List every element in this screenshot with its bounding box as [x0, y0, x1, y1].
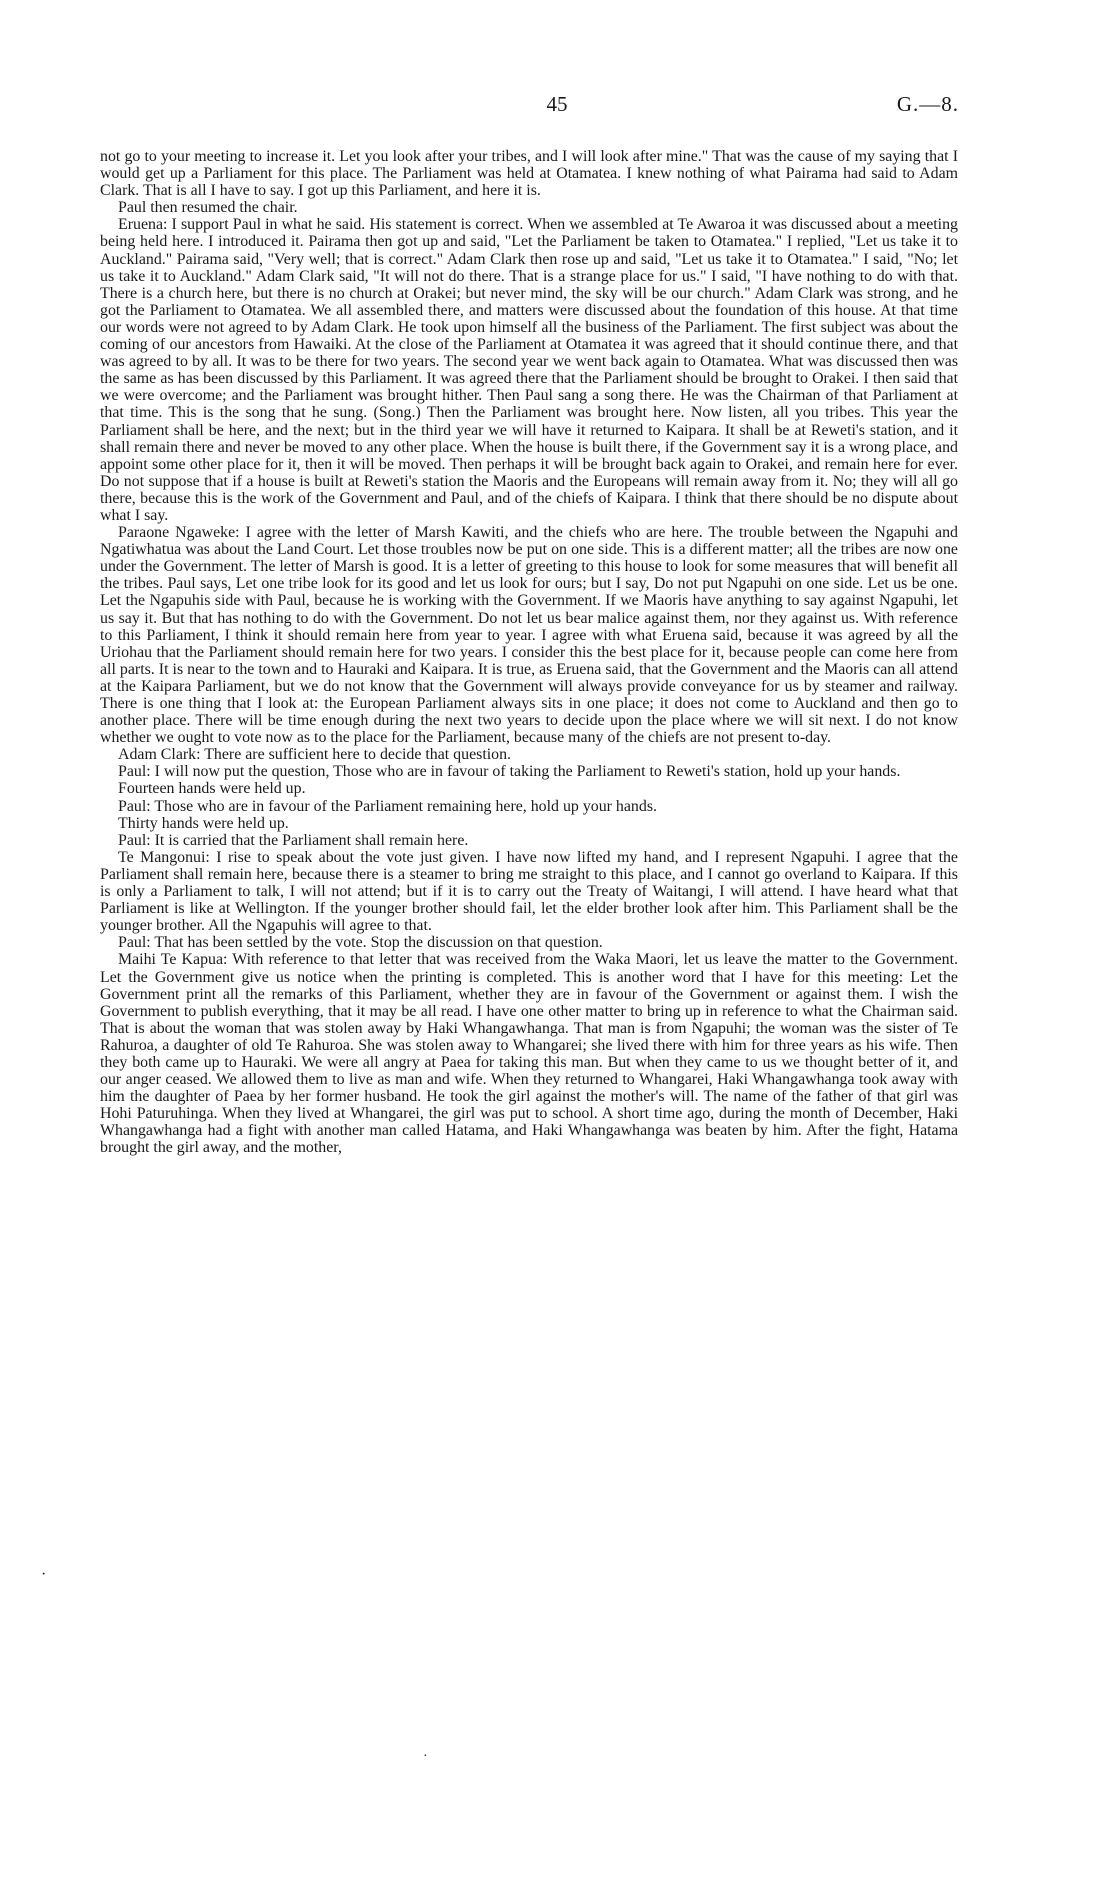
paragraph: Te Mangonui: I rise to speak about the vote just given. I have now lifted my hand, and I represent Ngapuhi. I agree that the Parliament shall remain here, because there is a steamer to bring me straight to this place, and I cannot go overland to Kaipara. If this is only a Parliament to talk, I will not attend; but if it is to carry out the Treaty of Waitangi, I will attend. I have heard what that Parliament is like at Wellington. If the younger brother should fail, let the elder brother look after him. This Parliament shall be the younger brother. All the Ngapuhis will agree to that. — [100, 848, 958, 935]
paragraph: Eruena: I support Paul in what he said. His statement is correct. When we assembled at Te Awaroa it was discussed about a meeting being held here. I introduced it. Pairama then got up and said, "Let the Parliament be taken to Otamatea." I replied, "Let us take it to Auckland." Pairama said, "Very well; that is correct." Adam Clark then rose up and said, "Let us take it to Otamatea." I said, "No; let us take it to Auckland." Adam Clark said, "It will not do there. That is a strange place for us." I said, "I have nothing to do with that. There is a church here, but there is no church at Orakei; but never mind, the sky will be our church." Adam Clark was strong, and he got the Parliament to Otamatea. We all assembled there, and matters were discussed about the foundation of this house. At that time our words were not agreed to by Adam Clark. He took upon himself all the business of the Parliament. The first subject was about the coming of our ancestors from Hawaiki. At the close of the Parliament at Otamatea it was agreed that it should continue there, and that was agreed to by all. It was to be there for two years. The second year we went back again to Otamatea. What was discussed then was the same as has been discussed by this Parliament. It was agreed there that the Parliament should be brought to Orakei. I then said that we were overcome; and the Parliament was brought hither. Then Paul sang a song there. He was the Chairman of that Parliament at that time. This is the song that he sung. (Song.) Then the Parliament was brought here. Now listen, all you tribes. This year the Parliament shall be here, and the next; but in the third year we will have it returned to Kaipara. It shall be at Reweti's station, and it shall remain there and never be moved to any other place. When the house is built there, if the Government say it is a wrong place, and appoint some other place for it, then it will be moved. Then perhaps it will be brought back again to Orakei, and remain here for ever. Do not suppose that if a house is built at Reweti's station the Maoris and the Europeans will remain away from it. No; they will all go there, because this is the work of the Government and Paul, and of the chiefs of Kaipara. I think that there should be no dispute about what I say. — [100, 216, 958, 524]
page-number: 45 — [546, 92, 568, 116]
paragraph: not go to your meeting to increase it. Let you look after your tribes, and I will look after mine." That was the cause of my saying that I would get up a Parliament for this place. The Parliament was held at Otamatea. I knew nothing of what Pairama had said to Adam Clark. That is all I have to say. I got up this Parliament, and here it is. — [100, 148, 958, 200]
paragraph: Paraone Ngaweke: I agree with the letter of Marsh Kawiti, and the chiefs who are here. The trouble between the Ngapuhi and Ngatiwhatua was about the Land Court. Let those troubles now be put on one side. This is a different matter; all the tribes are now one under the Government. The letter of Marsh is good. It is a letter of greeting to this house to look for some measures that will benefit all the tribes. Paul says, Let one tribe look for its good and let us look for ours; but I say, Do not put Ngapuhi on one side. Let us be one. Let the Ngapuhis side with Paul, because he is working with the Government. If we Maoris have anything to say against Ngapuhi, let us say it. But that has nothing to do with the Government. Do not let us bear malice against them, nor they against us. With reference to this Parliament, I think it should remain here from year to year. I agree with what Eruena said, because it was agreed by all the Uriohau that the Parliament should remain here for two years. I consider this the best place for it, because people can come here from all parts. It is near to the town and to Hauraki and Kaipara. It is true, as Eruena said, that the Government and the Maoris can all attend at the Kaipara Parliament, but we do not know that the Government will always provide conveyance for us by steamer and railway. There is one thing that I look at: the European Parliament always sits in one place; it does not come to Auckland and then go to another place. There will be time enough during the next two years to decide upon the place where we will sit next. I do not know whether we ought to vote now as to the place for the Parliament, because many of the chiefs are not present to-day. — [100, 524, 958, 747]
paragraph: Adam Clark: There are sufficient here to decide that question. — [118, 746, 512, 764]
paragraph: Paul: That has been settled by the vote. Stop the discussion on that question. — [118, 934, 603, 952]
document-reference: G.—8. — [896, 92, 959, 116]
paragraph: Maihi Te Kapua: With reference to that letter that was received from the Waka Maori, let us leave the matter to the Government. Let the Government give us notice when the printing is completed. This is another word that I have for this meeting: Let the Government print all the remarks of this Parliament, whether they are in favour of the Government or against them. I wish the Government to publish everything, that it may be all read. I have one other matter to bring up in reference to what the Chairman said. That is about the woman that was stolen away by Haki Whangawhanga. That man is from Ngapuhi; the woman was the sister of Te Rahuroa, a daughter of old Te Rahuroa. She was stolen away to Whangarei; she lived there with him for three years as his wife. Then they both came up to Hauraki. We were all angry at Paea for taking this man. But when they came to us we thought better of it, and our anger ceased. We allowed them to live as man and wife. When they returned to Whangarei, Haki Whangawhanga took away with him the daughter of Paea by her former husband. He took the girl against the mother's will. The name of the father of that girl was Hohi Paturuhinga. When they lived at Whangarei, the girl was put to school. A short time ago, during the month of December, Haki Whangawhanga had a fight with another man called Hatama, and Haki Whangawhanga was beaten by him. After the fight, Hatama brought the girl away, and the mother, — [100, 951, 958, 1157]
paragraph: Paul: Those who are in favour of the Parliament remaining here, hold up your hands. — [118, 797, 657, 815]
paragraph: Paul then resumed the chair. — [118, 199, 298, 217]
paragraph: Paul: I will now put the question, Those who are in favour of taking the Parliament to Reweti's station, hold up your hands. — [118, 763, 901, 781]
margin-mark: · — [41, 1566, 47, 1583]
paragraph: Paul: It is carried that the Parliament shall remain here. — [118, 831, 469, 849]
paragraph: Thirty hands were held up. — [118, 814, 289, 832]
body-text — [100, 148, 958, 1157]
paragraph: Fourteen hands were held up. — [118, 780, 306, 798]
bottom-mark: · — [423, 1749, 428, 1764]
